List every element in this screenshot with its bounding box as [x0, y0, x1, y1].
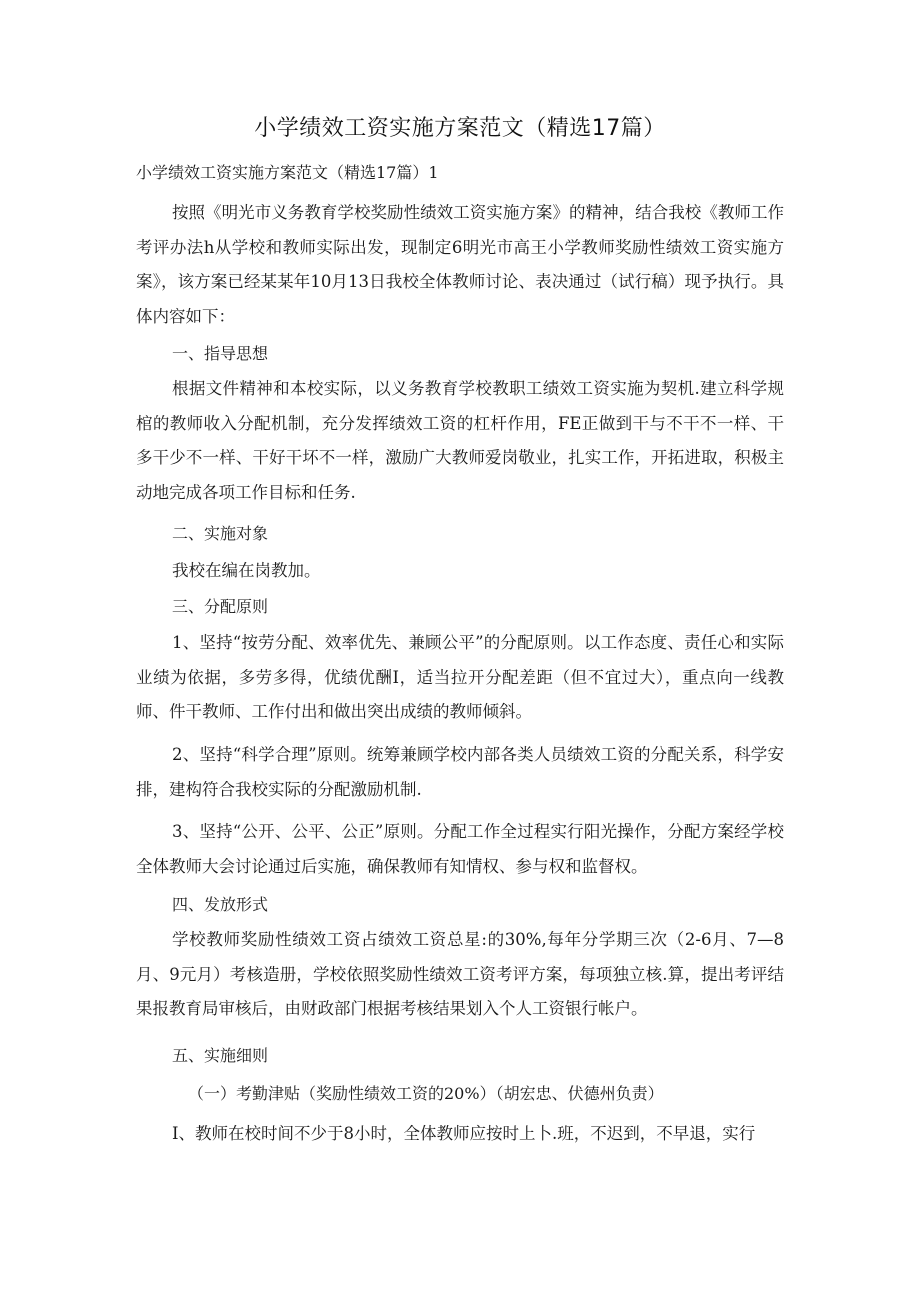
guiding-thought-paragraph: 根据文件精神和本校实际，以义务教育学校教职工绩效工资实施为契机.建立科学规棺的教师收入分配机制，充分发挥绩效工资的杠杆作用，FE正做到干与不干不一样、干多干少不一样、干好干坏不一样，激励广大教师爱岗敬业，扎实工作，开拓进取，积极主动地完成各项工作目标和任务.	[136, 379, 784, 502]
principle-item-2: 2、坚持“科学合理”原则。统筹兼顾学校内部各类人员绩效工资的分配关系，科学安排，建构符合我校实际的分配激励机制.	[136, 745, 784, 799]
section-heading-payment-form: 四、发放形式	[172, 895, 269, 914]
subsection-attendance: （一）考勤津贴（奖励性绩效工资的20%）（胡宏忠、伏德州负责）	[188, 1084, 664, 1103]
attendance-item-1: I、教师在校时间不少于8小时，全体教师应按时上卜.班，不迟到，不早退，实行	[172, 1124, 756, 1143]
section-heading-principles: 三、分配原则	[172, 597, 269, 616]
payment-form-paragraph: 学校教师奖励性绩效工资占绩效工资总星:的30%,每年分学期三次（2-6月、7—8月、9元月）考核造册，学校依照奖励性绩效工资考评方案，每项独立核.算，提出考评结果报教育局审核后，由财政部门根据考核结果划入个人工资银行帐户。	[136, 930, 784, 1018]
document-title: 小学绩效工资实施方案范文（精选17篇）	[254, 116, 666, 141]
section-heading-guiding-thought: 一、指导思想	[172, 344, 269, 363]
intro-paragraph: 按照《明光市义务教育学校奖励性绩效工资实施方案》的精神，结合我校《教师工作考评办法h从学校和教师实际出发，现制定6明光市高王小学教师奖励性绩效工资实施方案》，该方案已经某某年10月13日我校全体教师讨论、表决通过（试行稿）现予执行。具体内容如下：	[136, 203, 784, 326]
principle-item-3: 3、坚持“公开、公平、公正”原则。分配工作全过程实行阳光操作，分配方案经学校全体教师大会讨论通过后实施，确保教师有知情权、参与权和监督权。	[136, 822, 784, 876]
document-subtitle: 小学绩效工资实施方案范文（精选17篇）1	[136, 163, 439, 182]
section-heading-details: 五、实施细则	[172, 1046, 269, 1065]
target-paragraph: 我校在编在岗教加。	[172, 561, 321, 580]
section-heading-target: 二、实施对象	[172, 524, 269, 543]
principle-item-1: 1、坚持“按劳分配、效率优先、兼顾公平”的分配原则。以工作态度、责任心和实际业绩为依据，多劳多得，优绩优酬I，适当拉开分配差距（但不宜过大），重点向一线教师、件干教师、工作付出和做出突出成绩的教师倾斜。	[136, 633, 784, 721]
